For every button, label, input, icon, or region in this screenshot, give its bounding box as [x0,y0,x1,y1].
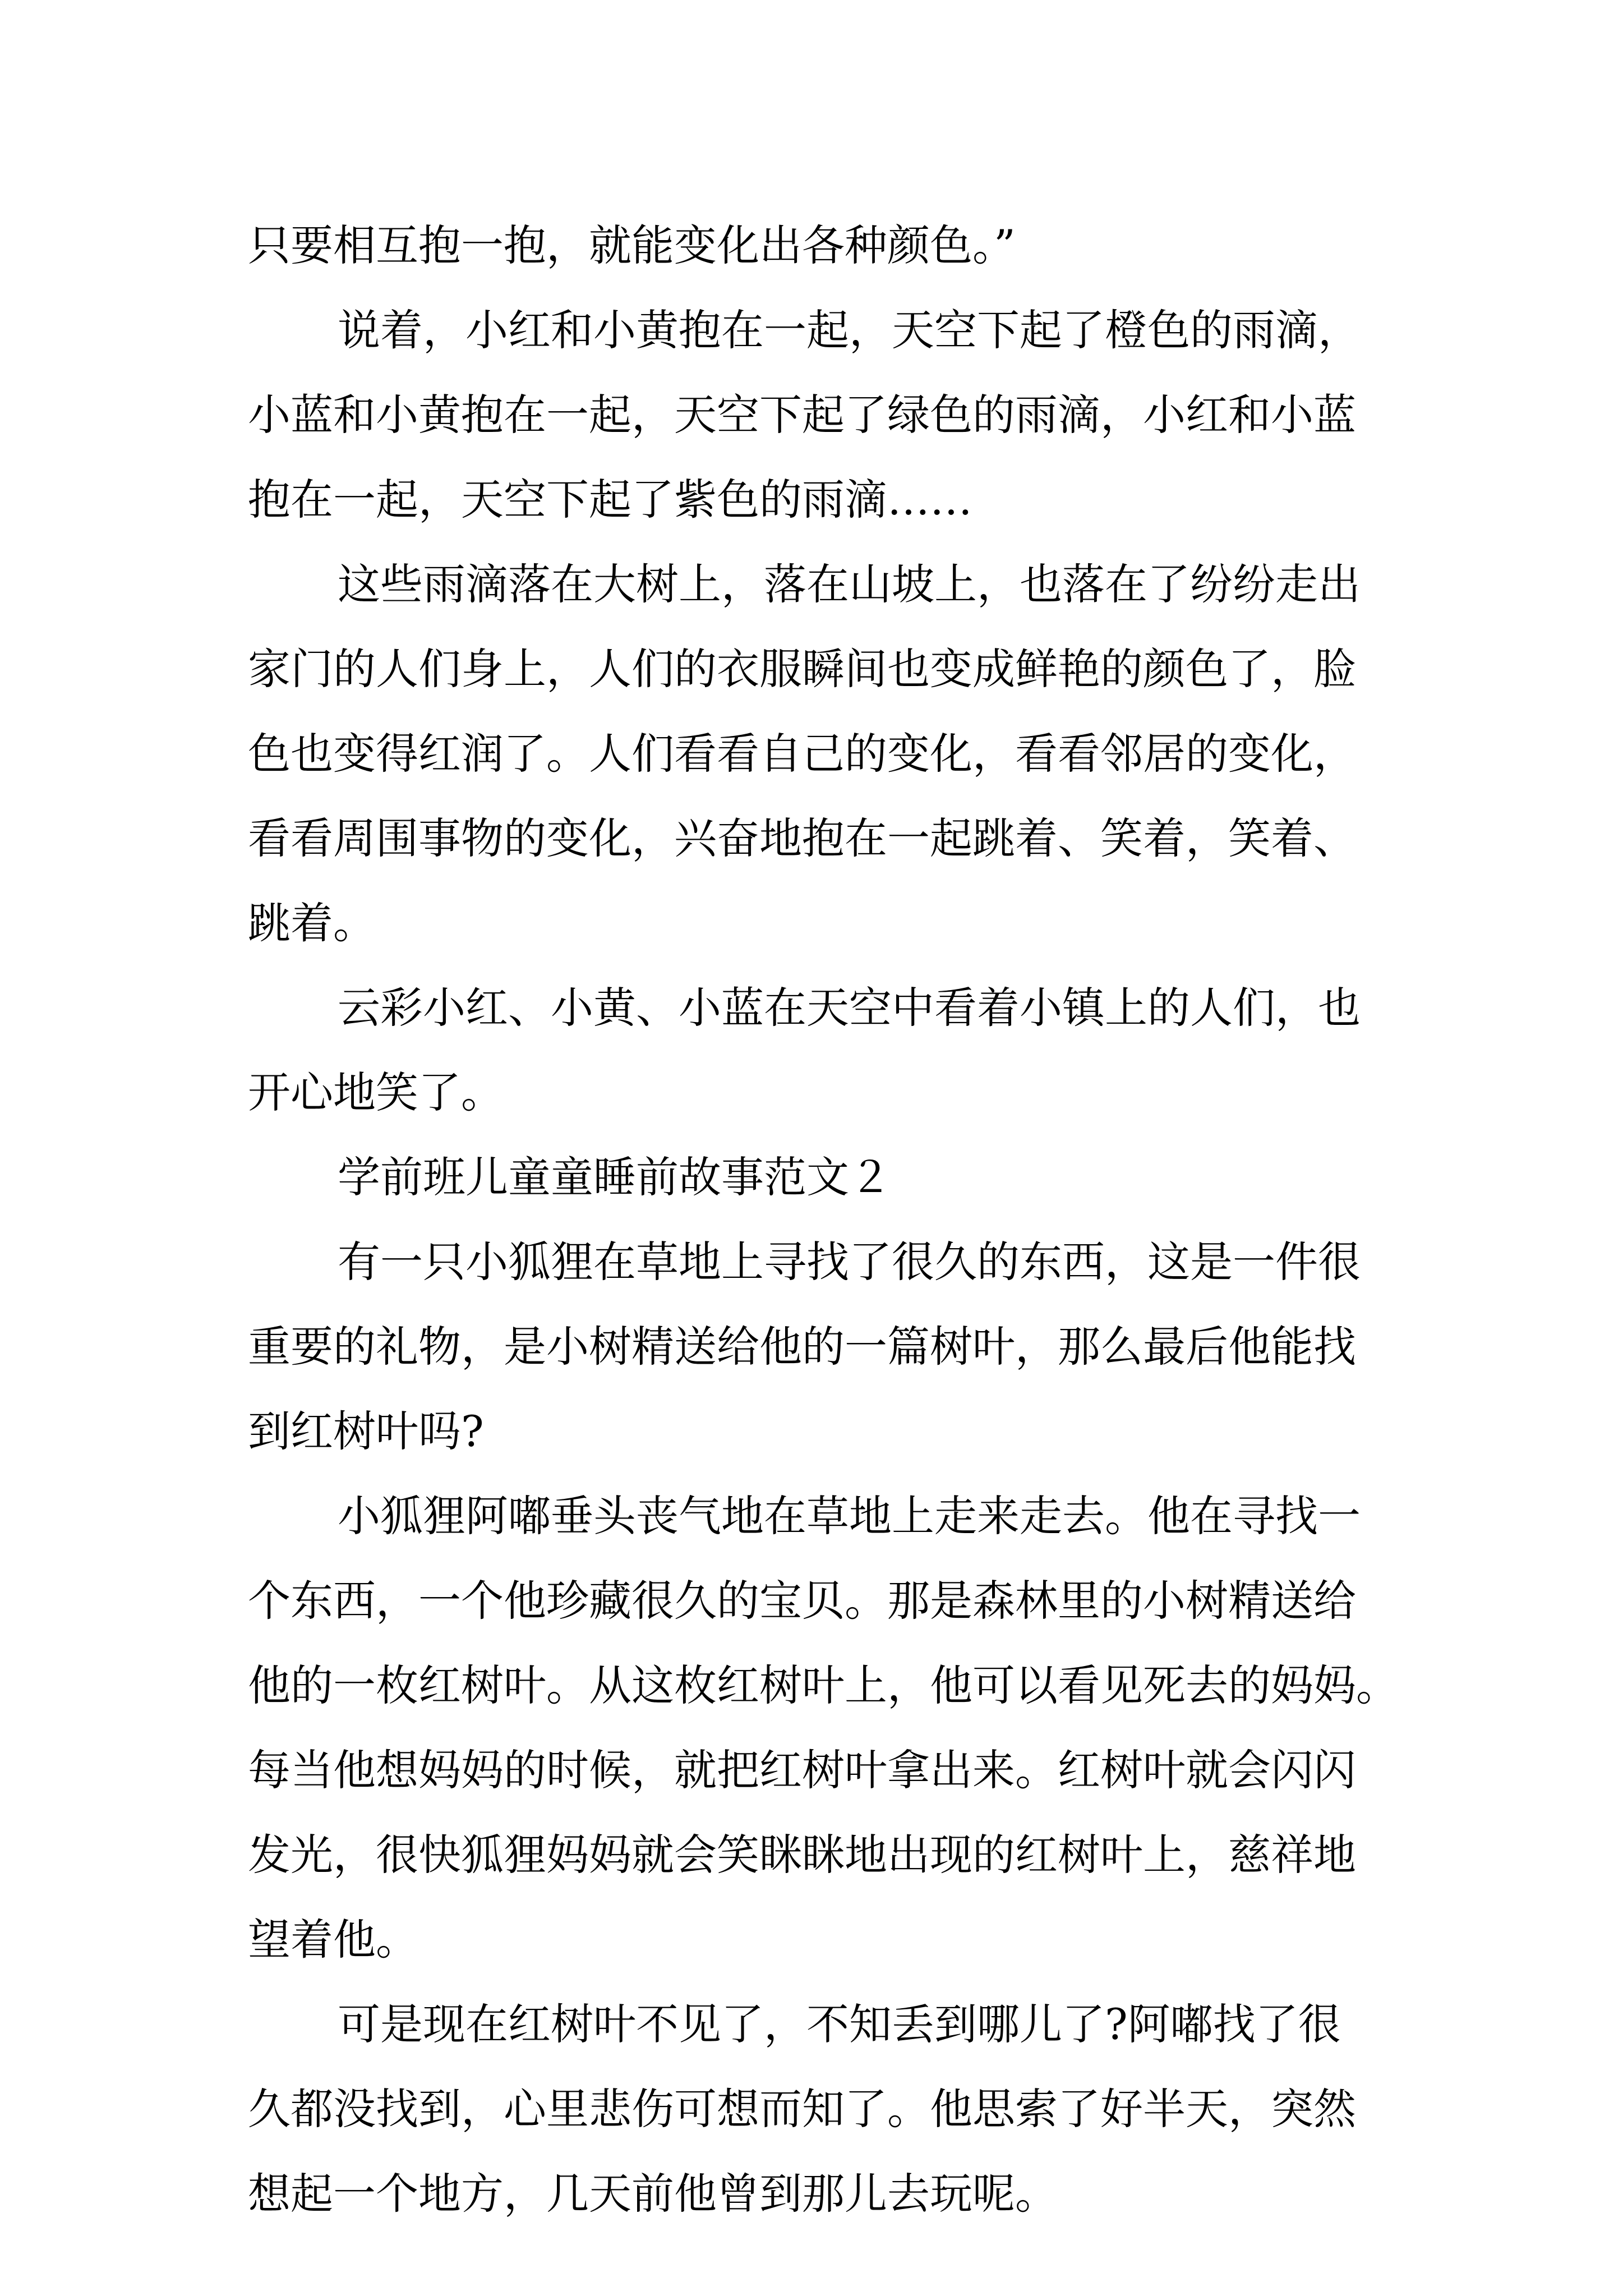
text-line: 望着他。 [248,1915,418,1964]
text-line: 到红树叶吗? [248,1406,484,1456]
document-body [248,203,1399,2236]
text-line: 他的一枚红树叶。从这枚红树叶上，他可以看见死去的妈妈。 [248,1660,1399,1710]
text-line: 可是现在红树叶不见了，不知丢到哪儿了?阿嘟找了很 [338,1999,1341,2049]
text-line: 有一只小狐狸在草地上寻找了很久的东西，这是一件很 [338,1237,1361,1287]
text-line: 小狐狸阿嘟垂头丧气地在草地上走来走去。他在寻找一 [338,1491,1361,1541]
section-heading: 学前班儿童童睡前故事范文２ [338,1152,892,1202]
text-line: 看看周围事物的变化，兴奋地抱在一起跳着、笑着，笑着、 [248,813,1356,863]
text-line: 跳着。 [248,898,376,948]
text-line: 抱在一起，天空下起了紫色的雨滴…… [248,475,972,524]
text-line: 开心地笑了。 [248,1068,504,1117]
text-line: 重要的礼物，是小树精送给他的一篇树叶，那么最后他能找 [248,1322,1356,1372]
text-line: 小蓝和小黄抱在一起，天空下起了绿色的雨滴，小红和小蓝 [248,390,1356,440]
text-line: 家门的人们身上，人们的衣服瞬间也变成鲜艳的颜色了，脸 [248,644,1356,694]
text-line: 久都没找到，心里悲伤可想而知了。他思索了好半天，突然 [248,2084,1356,2134]
text-line: 色也变得红润了。人们看看自己的变化，看看邻居的变化， [248,729,1356,779]
text-line: 云彩小红、小黄、小蓝在天空中看着小镇上的人们，也 [338,983,1361,1033]
text-line: 每当他想妈妈的时候，就把红树叶拿出来。红树叶就会闪闪 [248,1745,1356,1795]
text-line: 说着，小红和小黄抱在一起，天空下起了橙色的雨滴， [338,305,1361,355]
text-line: 发光，很快狐狸妈妈就会笑眯眯地出现的红树叶上，慈祥地 [248,1830,1356,1880]
text-line: 想起一个地方，几天前他曾到那儿去玩呢。 [248,2169,1058,2219]
text-line: 这些雨滴落在大树上，落在山坡上，也落在了纷纷走出 [338,559,1361,609]
text-line: 个东西，一个他珍藏很久的宝贝。那是森林里的小树精送给 [248,1576,1356,1626]
text-line: 只要相互抱一抱，就能变化出各种颜色。” [248,220,1016,270]
